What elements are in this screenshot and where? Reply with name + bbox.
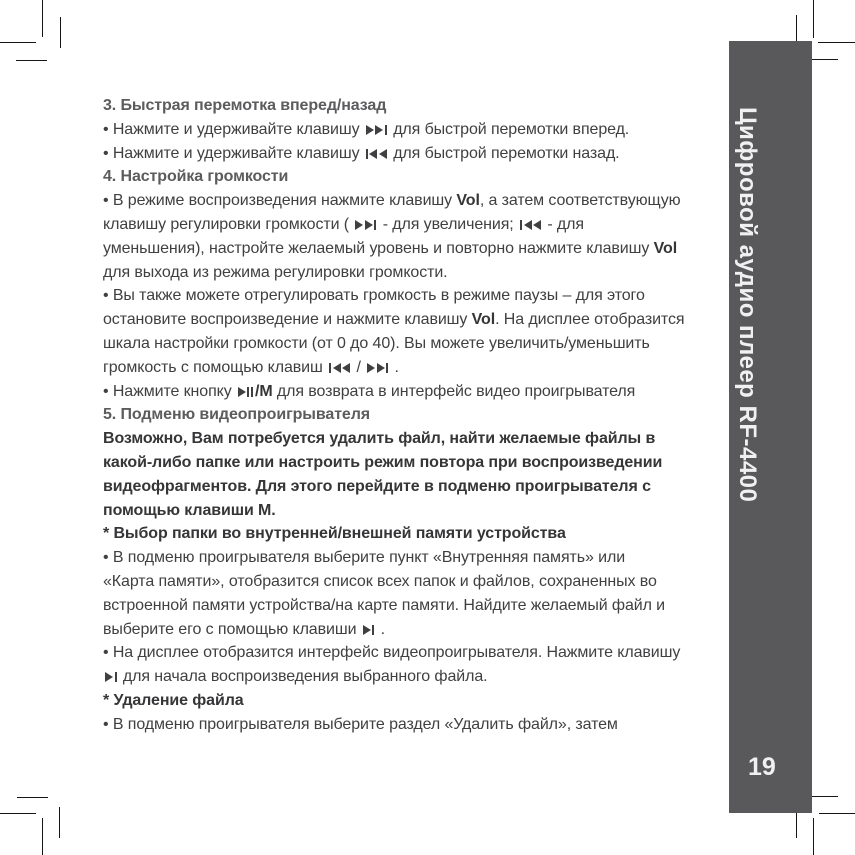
text-line [103, 522, 733, 546]
section-heading [103, 165, 733, 189]
text-run: - для [543, 215, 584, 233]
text-run: • Нажмите кнопку [103, 382, 236, 400]
text-run: видеофрагментов. Для этого перейдите в подменю проигрывателя с [103, 477, 651, 495]
text-run: - для увеличения; [378, 215, 518, 233]
text-run: помощью клавиши М. [103, 501, 276, 519]
text-run: • В подменю проигрывателя выберите раздел «Удалить файл», затем [103, 715, 618, 733]
text-run: для быстрой перемотки вперед. [388, 120, 630, 138]
text-run: «Карта памяти», отобразится список всех папок и файлов, сохраненных во [103, 572, 657, 590]
text-run: Vol [456, 192, 480, 210]
text-line [103, 546, 733, 570]
text-run: * Удаление файла [103, 691, 244, 709]
text-line [103, 641, 733, 665]
text-run: шкала настройки громкости (от 0 до 40). Вы можете увеличить/уменьшить [103, 334, 650, 352]
text-run: • Нажмите и удерживайте клавишу [103, 144, 364, 162]
text-run: клавишу регулировки громкости ( [103, 215, 354, 233]
text-run: Vol [471, 311, 496, 329]
text-line [103, 284, 733, 308]
page-number: 19 [748, 753, 776, 781]
crop-mark [42, 0, 43, 37]
text-run: 4. Настройка громкости [103, 168, 289, 186]
rewind-icon [520, 220, 541, 230]
text-line [103, 332, 733, 356]
text-run: громкость с помощью клавиш [103, 358, 328, 376]
crop-mark [819, 813, 855, 814]
sidebar [729, 41, 812, 813]
text-run: остановите воспроизведение и нажмите клавишу [103, 311, 472, 329]
fast-forward-icon [367, 363, 388, 373]
text-run: какой-либо папке или настроить режим повтора при воспроизведении [103, 453, 663, 471]
text-line [103, 713, 733, 737]
crop-mark [42, 818, 43, 855]
text-run: встроенной памяти устройства/на карте памяти. Найдите желаемый файл и [103, 596, 666, 614]
text-run: Vol [653, 239, 678, 257]
crop-mark [17, 797, 48, 798]
text-run: Возможно, Вам потребуется удалить файл, найти желаемые файлы в [103, 430, 656, 448]
section-heading [103, 403, 733, 427]
text-line [103, 308, 733, 332]
crop-mark [818, 42, 855, 43]
crop-mark [0, 813, 36, 814]
text-line [103, 142, 733, 166]
text-line [103, 594, 733, 618]
crop-mark [813, 818, 814, 855]
text-run: 5. Подменю видеопроигрывателя [103, 406, 371, 424]
crop-mark [813, 0, 814, 38]
text-line [103, 475, 733, 499]
crop-mark [808, 796, 838, 797]
text-run: • В режиме воспроизведения нажмите клавишу [103, 192, 457, 210]
fast-forward-icon [355, 220, 376, 230]
text-line [103, 189, 733, 213]
text-line [103, 427, 733, 451]
rewind-icon [366, 149, 387, 159]
text-line [103, 213, 733, 237]
text-line [103, 665, 733, 689]
text-run: • В подменю проигрывателя выберите пункт «Внутренняя память» или [103, 549, 626, 567]
document-lines [103, 94, 733, 737]
text-run: * Выбор папки во внутренней/внешней памяти устройства [103, 525, 566, 543]
crop-mark [60, 17, 61, 48]
text-line [103, 356, 733, 380]
text-run: уменьшения), настройте желаемый уровень и повторно нажмите клавишу [103, 239, 654, 257]
text-run: • Нажмите и удерживайте клавишу [103, 120, 364, 138]
text-run: • На дисплее отобразится интерфейс видеопроигрывателя. Нажмите клавишу [103, 644, 681, 662]
text-run: для возврата в интерфейс видео проигрывателя [272, 382, 636, 400]
text-run: / [352, 358, 366, 376]
text-line [103, 380, 733, 404]
section-heading [103, 94, 733, 118]
text-line [103, 261, 733, 285]
text-run: 3. Быстрая перемотка вперед/назад [103, 97, 387, 114]
crop-mark [0, 42, 36, 43]
fast-forward-icon [366, 125, 387, 135]
play-pause-icon [238, 387, 253, 397]
text-run: • Вы также можете отрегулировать громкость в режиме паузы – для этого [103, 287, 645, 305]
rewind-icon [329, 363, 350, 373]
text-line [103, 451, 733, 475]
text-line [103, 570, 733, 594]
text-run: для выхода из режима регулировки громкости. [103, 263, 448, 281]
text-line [103, 499, 733, 523]
sidebar-title: Цифровой аудио плеер RF-4400 [734, 107, 761, 503]
text-run: . [390, 358, 399, 376]
text-line [103, 689, 733, 713]
text-run: . На дисплее отобразится [495, 311, 685, 329]
text-run: для быстрой перемотки назад. [388, 144, 620, 162]
text-run: для начала воспроизведения выбранного файла. [118, 668, 488, 686]
play-icon [105, 672, 117, 682]
text-line [103, 118, 733, 142]
text-run: . [376, 620, 385, 638]
crop-mark [808, 59, 838, 60]
text-line [103, 237, 733, 261]
text-line [103, 618, 733, 642]
crop-mark [16, 60, 47, 61]
play-icon [363, 625, 375, 635]
crop-mark [59, 807, 60, 838]
text-run: , а затем соответствующую [479, 192, 681, 210]
text-run: /M [254, 382, 273, 400]
text-run: выберите его с помощью клавиши [103, 620, 361, 638]
